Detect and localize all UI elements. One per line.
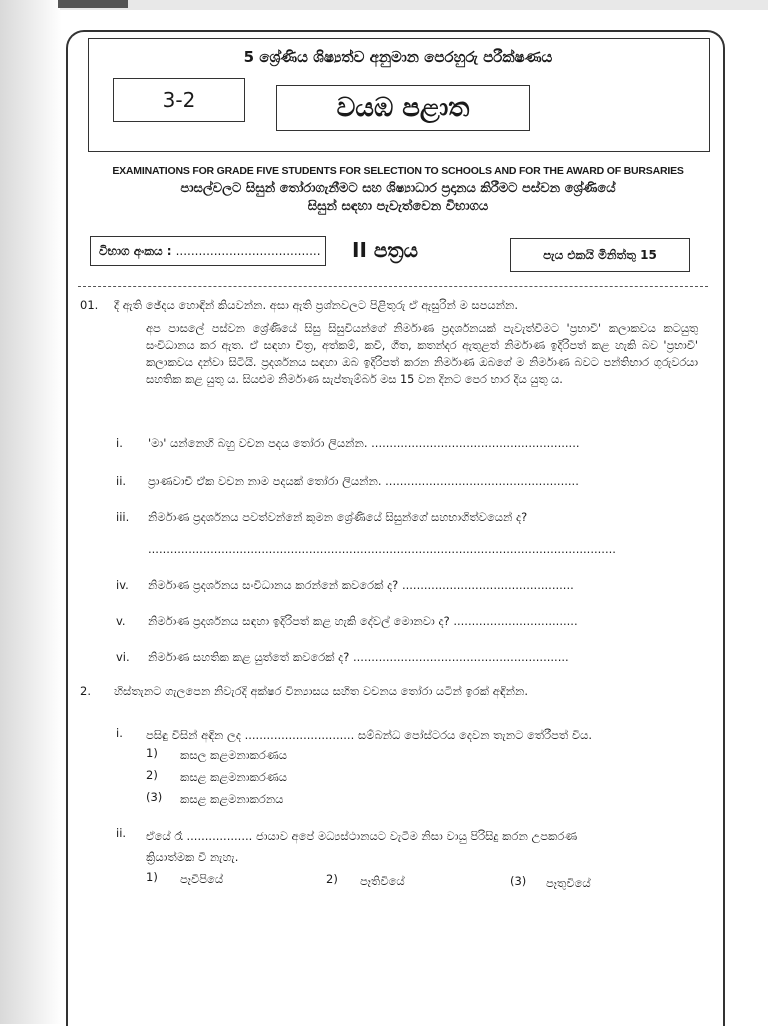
option-number: 1) (146, 746, 158, 760)
scan-shadow (0, 0, 62, 1024)
option-number: (3) (146, 790, 163, 804)
option-text: පෑතිවියේ (360, 874, 405, 888)
sub-question-text: ක්‍රියාත්මක වී නැහැ. (146, 850, 239, 864)
option-number: 1) (146, 870, 158, 884)
grade-code: 3-2 (162, 88, 196, 112)
sub-question-text: නිර්මාණ ප්‍රදර්ශනය පවත්වන්නේ කුමන ශ්‍රේණියේ සිසුන්ගේ සහභාගිත්වයෙන් ද? (148, 510, 528, 524)
exam-series-title: 5 ශ්‍රේණිය ශිෂ්‍යත්ව අනුමාන පෙරහුරු පරීක්ෂණය (243, 48, 553, 66)
sub-question-text: නිර්මාණ ප්‍රදර්ශනය සඳහා ඉදිරිපත් කළ හැකි දේවල් මොනවා ද? .................................. (148, 614, 578, 628)
option-text: කසල කළමනාකරණය (180, 748, 288, 762)
index-number-box (90, 236, 326, 266)
exam-title-english: EXAMINATIONS FOR GRADE FIVE STUDENTS FOR SELECTION TO SCHOOLS AND FOR THE AWARD OF BURSARIES (112, 165, 684, 177)
option-number: (3) (510, 874, 527, 888)
sub-question-label: i. (116, 726, 123, 740)
sub-question-label: iii. (116, 510, 130, 524)
reading-passage: අප පාසලේ පස්වන ශ්‍රේණියේ සිසු සිසුවියන්ගේ නිර්මාණ ප්‍රදර්ශනයක් පැවැත්වීමට 'ප්‍රභාවී' කලාකවය කටයුතු සංවිධානය කර ඇත. ඒ සඳහා චිත්‍ර, අත්කම්, කවි, ගීත, කතන්දර ඇතුළත් නිර්මාණ ඉදිරිපත් කළ හැකි බව 'ප්‍රභාවී' කලාකවය දන්වා සිටියි. ප්‍රදර්ශනය සඳහා ඔබ ඉදිරිපත් කරන නිර්මාණ ඔබගේ ම නිර්මාණ බවට පන්තිභාර ගුරුවරයා සහතික කළ යුතු ය. සියළුම නිර්මාණ සැප්තැම්බර් මස 15 වන දිනට පෙර භාර දිය යුතු ය. (146, 322, 698, 386)
section-divider (78, 286, 708, 287)
question-number: 2. (80, 684, 91, 698)
time-box (510, 238, 690, 272)
option-number: 2) (146, 768, 158, 782)
index-number-blank: ...................................... (175, 244, 321, 258)
sub-question-label: i. (116, 436, 123, 450)
scan-shadow-top (60, 0, 768, 10)
grade-code-box (113, 78, 245, 122)
sub-question-label: v. (116, 614, 126, 628)
sub-question-label: iv. (116, 578, 129, 592)
question-instruction: දී ඇති ඡේදය හොඳින් කියවන්න. අසා ඇති ප්‍රශ්නවලට පිළිතුරු ඒ ඇසුරින් ම සපයන්න. (114, 298, 519, 312)
exam-title-sinhala-line2: සිසුන් සඳහා පැවැත්වෙන විභාගය (307, 199, 489, 214)
option-text: පෑතුවියේ (546, 876, 591, 890)
sub-question-text: ප්‍රාණවාචී ඒක වචන නාම පදයක් තෝරා ලියන්න. ..................................................... (148, 474, 579, 488)
sub-question-text: 'මා' යන්නෙහි බහු වචන පදය තෝරා ලියන්න. ......................................................... (148, 436, 580, 450)
sub-question-text: නිර්මාණ ප්‍රදර්ශනය සංවිධානය කරන්නේ කවරෙක් ද? ............................................... (148, 578, 574, 592)
paper-number: II පත්‍රය (352, 238, 419, 262)
question-number: 01. (80, 298, 99, 312)
option-text: පෑවීපියේ (180, 872, 224, 886)
sub-question-text: නිර්මාණ සහතික කළ යුත්තේ කවරෙක් ද? ........................................................... (148, 650, 569, 664)
option-number: 2) (326, 872, 338, 886)
time-allowed: පැය එකයි මිනිත්තු 15 (543, 247, 657, 262)
province-name: වයඹ පළාත (336, 92, 470, 123)
sub-question-label: ii. (116, 474, 127, 488)
option-text: කසළ කළමනාකරනය (180, 792, 284, 806)
province-box (276, 85, 530, 131)
index-number-label: විභාග අංකය : (99, 243, 172, 258)
sub-question-text: පසිඳු විසින් අඳින ලද .............................. සම්බන්ධ පෝස්ටරය දෙවන තැනට තේරීපත් විය. (146, 728, 593, 742)
sub-question-label: ii. (116, 826, 127, 840)
exam-title-sinhala-line1: පාසල්වලට සිසුන් තෝරාගැනීමට සහ ශිෂ්‍යාධාර ප්‍රදානය කිරීමට පස්වන ශ්‍රේණියේ (180, 181, 616, 196)
scan-mark (58, 0, 128, 8)
sub-question-label: vi. (116, 650, 130, 664)
option-text: කසළ කළමනාකරණය (180, 770, 288, 784)
sub-question-text: ඒයේ රෑ .................. ජායාව අපේ මධ්‍යස්ථානයට වැටීම නිසා වායු පිරිසිදු කරන උපකරණ (146, 829, 578, 843)
answer-line: ................................................................................................................................ (148, 542, 616, 556)
question-instruction: හිස්තැනට ගැලපෙන නිවැරදි අක්ෂර වින්‍යාසය සහිත වචනය තෝරා යටින් ඉරක් අඳින්න. (114, 684, 528, 698)
